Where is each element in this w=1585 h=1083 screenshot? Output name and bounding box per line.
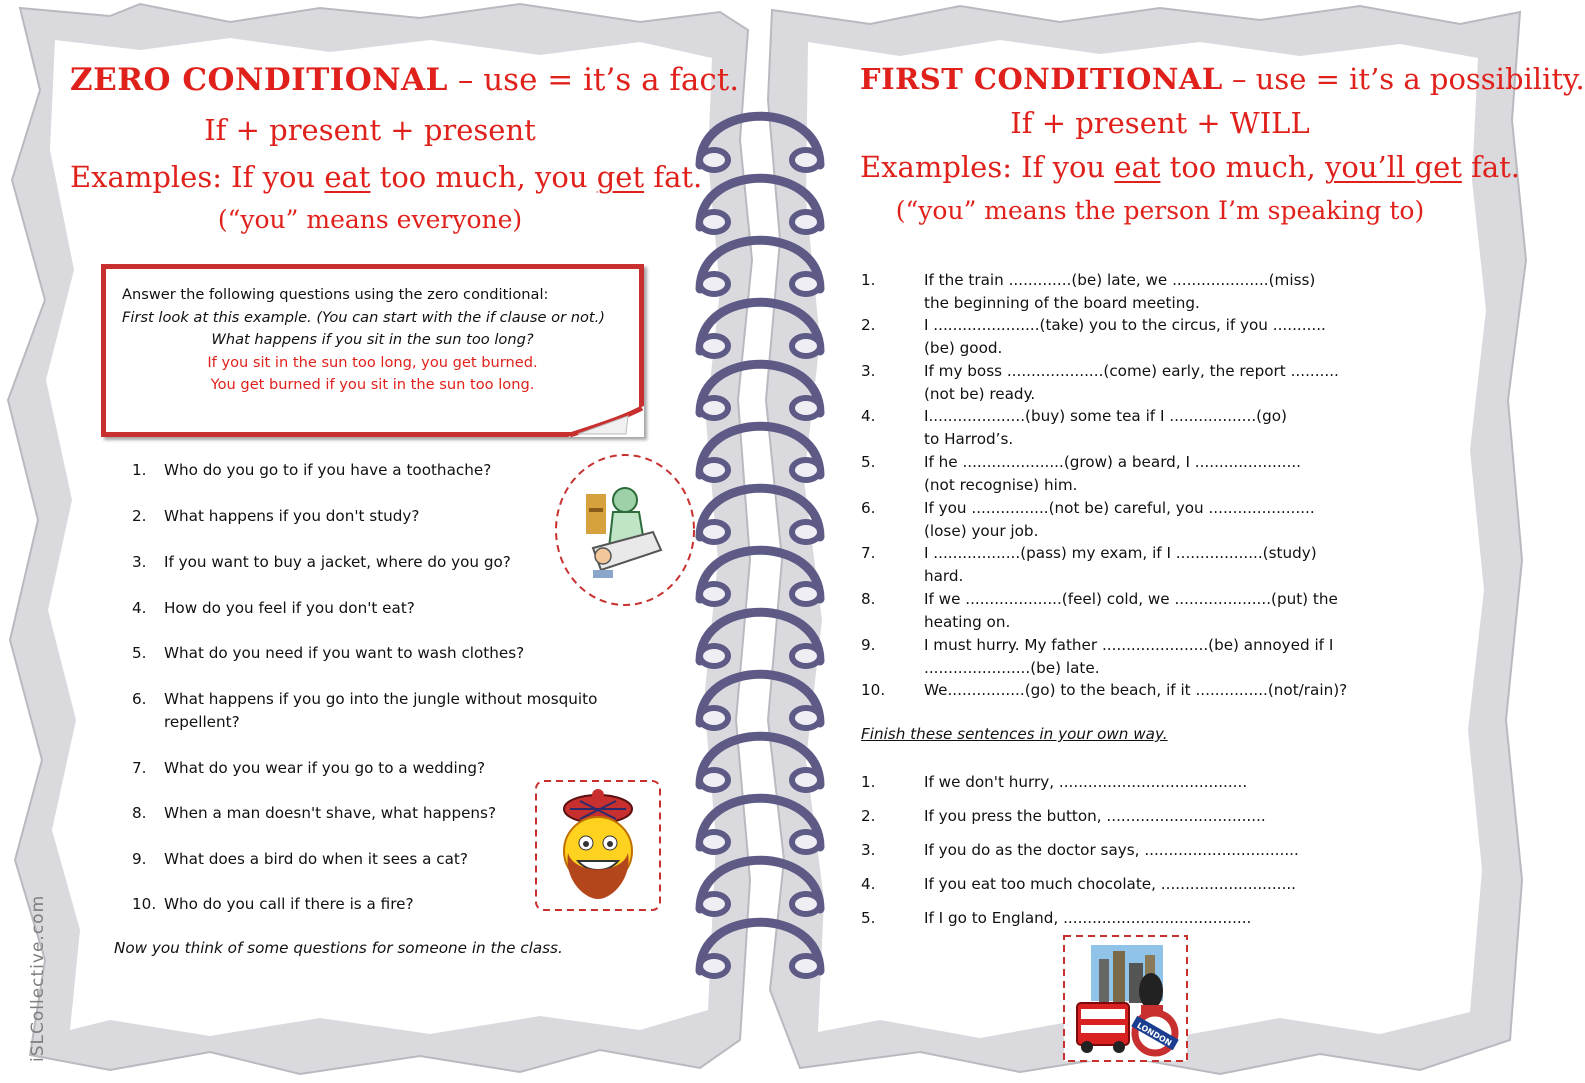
exercise-item: [861, 405, 1461, 451]
exercise-item: [861, 269, 1461, 315]
exercise-text: [924, 679, 1454, 702]
scotsman-image: [534, 779, 662, 912]
question-text: What happens if you don't study?: [164, 507, 420, 525]
exercise-line1: If my boss ....................(come) early, the report ..........: [924, 362, 1339, 380]
exercise-text: [924, 588, 1454, 634]
exercise-number: 5.: [861, 453, 876, 471]
question-number: 5.: [132, 644, 147, 662]
left-question-item: [132, 688, 632, 734]
exercise-line2: the beginning of the board meeting.: [924, 294, 1200, 312]
finish-item: [861, 805, 1461, 828]
exercise-line2: to Harrod’s.: [924, 430, 1014, 448]
exercise-line1: If he .....................(grow) a beard, I ......................: [924, 453, 1301, 471]
question-number: 6.: [132, 690, 147, 708]
question-number: 9.: [132, 850, 147, 868]
exercise-item: [861, 588, 1461, 634]
right-note: (“you” means the person I’m speaking to): [895, 196, 1425, 225]
exercise-text: [924, 451, 1454, 497]
exercise-line2: (not be) ready.: [924, 385, 1036, 403]
right-example-verb1: eat: [1114, 150, 1161, 184]
right-title: [860, 62, 1585, 96]
instruction-answer2: You get burned if you sit in the sun too long.: [210, 376, 535, 393]
exercise-line2: heating on.: [924, 613, 1011, 631]
left-example-verb2: get: [596, 160, 645, 194]
right-formula: If + present + WILL: [1010, 106, 1310, 140]
question-number: 8.: [132, 804, 147, 822]
finish-text: If I go to England, .......................................: [924, 909, 1252, 927]
instruction-line1: Answer the following questions using the zero conditional:: [122, 286, 549, 303]
finish-item: [861, 771, 1461, 794]
right-example-mid: too much,: [1160, 150, 1325, 184]
instruction-line2: First look at this example. (You can start with the if clause or not.): [122, 308, 605, 326]
exercise-item: [861, 634, 1461, 680]
exercise-number: 10.: [861, 681, 886, 699]
exercise-line2: hard.: [924, 567, 964, 585]
left-example: [70, 160, 703, 194]
left-formula: If + present + present: [204, 113, 536, 147]
finish-number: 2.: [861, 807, 876, 825]
exercise-item: [861, 360, 1461, 406]
exercise-text: [924, 542, 1454, 588]
left-example-mid: too much, you: [370, 160, 597, 194]
left-footer: Now you think of some questions for someone in the class.: [114, 939, 563, 957]
exercise-line1: I....................(buy) some tea if I ..................(go): [924, 407, 1287, 425]
finish-item: [861, 839, 1461, 862]
finish-number: 3.: [861, 841, 876, 859]
left-question-item: [132, 757, 632, 780]
exercise-line2: (not recognise) him.: [924, 476, 1078, 494]
exercise-line2: (lose) your job.: [924, 522, 1039, 540]
question-text: What does a bird do when it sees a cat?: [164, 850, 468, 868]
left-example-prefix: Examples: If you: [70, 160, 325, 194]
page-curl-icon: [568, 406, 644, 437]
exercise-line1: I must hurry. My father ......................(be) annoyed if I: [924, 636, 1334, 654]
instruction-box: [101, 264, 644, 437]
exercise-number: 2.: [861, 316, 876, 334]
exercise-line1: I ......................(take) you to the circus, if you ...........: [924, 316, 1326, 334]
exercise-text: [924, 497, 1454, 543]
finish-text: If you press the button, .................................: [924, 807, 1266, 825]
exercise-number: 8.: [861, 590, 876, 608]
left-title-caps: ZERO CONDITIONAL: [70, 62, 448, 98]
question-text: What do you wear if you go to a wedding?: [164, 759, 486, 777]
question-number: 3.: [132, 553, 147, 571]
finish-text: If we don't hurry, .......................................: [924, 773, 1248, 791]
right-title-rest: – use = it’s a possibility.: [1222, 62, 1585, 96]
right-example-end: fat.: [1461, 150, 1521, 184]
left-example-verb1: eat: [324, 160, 371, 194]
right-example: [860, 150, 1521, 184]
instruction-answer1: If you sit in the sun too long, you get burned.: [207, 353, 538, 371]
question-text: What happens if you go into the jungle without mosquito repellent?: [164, 690, 598, 731]
exercise-line1: If you ................(not be) careful, you ......................: [924, 499, 1315, 517]
exercise-line1: I ..................(pass) my exam, if I ..................(study): [924, 544, 1317, 562]
exercise-text: [924, 269, 1454, 315]
exercise-text: [924, 634, 1454, 680]
finish-number: 5.: [861, 909, 876, 927]
question-text: When a man doesn't shave, what happens?: [164, 804, 497, 822]
question-text: If you want to buy a jacket, where do you go?: [164, 553, 511, 571]
exercise-number: 6.: [861, 499, 876, 517]
question-number: 7.: [132, 759, 147, 777]
exercise-item: [861, 497, 1461, 543]
question-text: How do you feel if you don't eat?: [164, 599, 415, 617]
exercise-line2: ......................(be) late.: [924, 659, 1100, 677]
exercise-text: [924, 405, 1454, 451]
exercise-number: 4.: [861, 407, 876, 425]
exercise-number: 3.: [861, 362, 876, 380]
left-example-end: fat.: [644, 160, 703, 194]
right-example-prefix: Examples: If you: [860, 150, 1115, 184]
left-note: (“you” means everyone): [217, 205, 523, 234]
london-image: [1063, 935, 1188, 1062]
finish-number: 1.: [861, 773, 876, 791]
left-title: [70, 62, 740, 98]
exercise-line1: We................(go) to the beach, if it ...............(not/rain)?: [924, 681, 1348, 699]
exercise-item: [861, 451, 1461, 497]
exercise-line2: (be) good.: [924, 339, 1003, 357]
exercise-line1: If the train .............(be) late, we ....................(miss): [924, 271, 1316, 289]
question-text: Who do you go to if you have a toothache?: [164, 461, 492, 479]
exercise-number: 1.: [861, 271, 876, 289]
finish-item: [861, 907, 1461, 930]
exercise-text: [924, 314, 1454, 360]
exercise-item: [861, 542, 1461, 588]
left-title-rest: – use = it’s a fact.: [447, 62, 740, 98]
question-text: Who do you call if there is a fire?: [164, 895, 414, 913]
right-title-caps: FIRST CONDITIONAL: [860, 62, 1223, 96]
right-example-verb2: you’ll get: [1325, 150, 1462, 184]
dentist-image: [553, 452, 698, 608]
instruction-question: What happens if you sit in the sun too long?: [211, 331, 534, 348]
finish-text: If you do as the doctor says, ................................: [924, 841, 1299, 859]
question-text: What do you need if you want to wash clothes?: [164, 644, 525, 662]
london-label: LONDON: [1135, 1020, 1174, 1048]
left-question-item: [132, 642, 632, 665]
question-number: 2.: [132, 507, 147, 525]
exercise-item: [861, 679, 1461, 702]
exercise-text: [924, 360, 1454, 406]
question-number: 10.: [132, 895, 157, 913]
finish-number: 4.: [861, 875, 876, 893]
exercise-line1: If we ....................(feel) cold, we ....................(put) the: [924, 590, 1338, 608]
question-number: 4.: [132, 599, 147, 617]
exercise-number: 7.: [861, 544, 876, 562]
exercise-item: [861, 314, 1461, 360]
exercise-number: 9.: [861, 636, 876, 654]
finish-item: [861, 873, 1461, 896]
finish-heading: Finish these sentences in your own way.: [861, 725, 1168, 743]
watermark: iSLCollective.com: [28, 894, 48, 1062]
finish-text: If you eat too much chocolate, ............................: [924, 875, 1296, 893]
question-number: 1.: [132, 461, 147, 479]
